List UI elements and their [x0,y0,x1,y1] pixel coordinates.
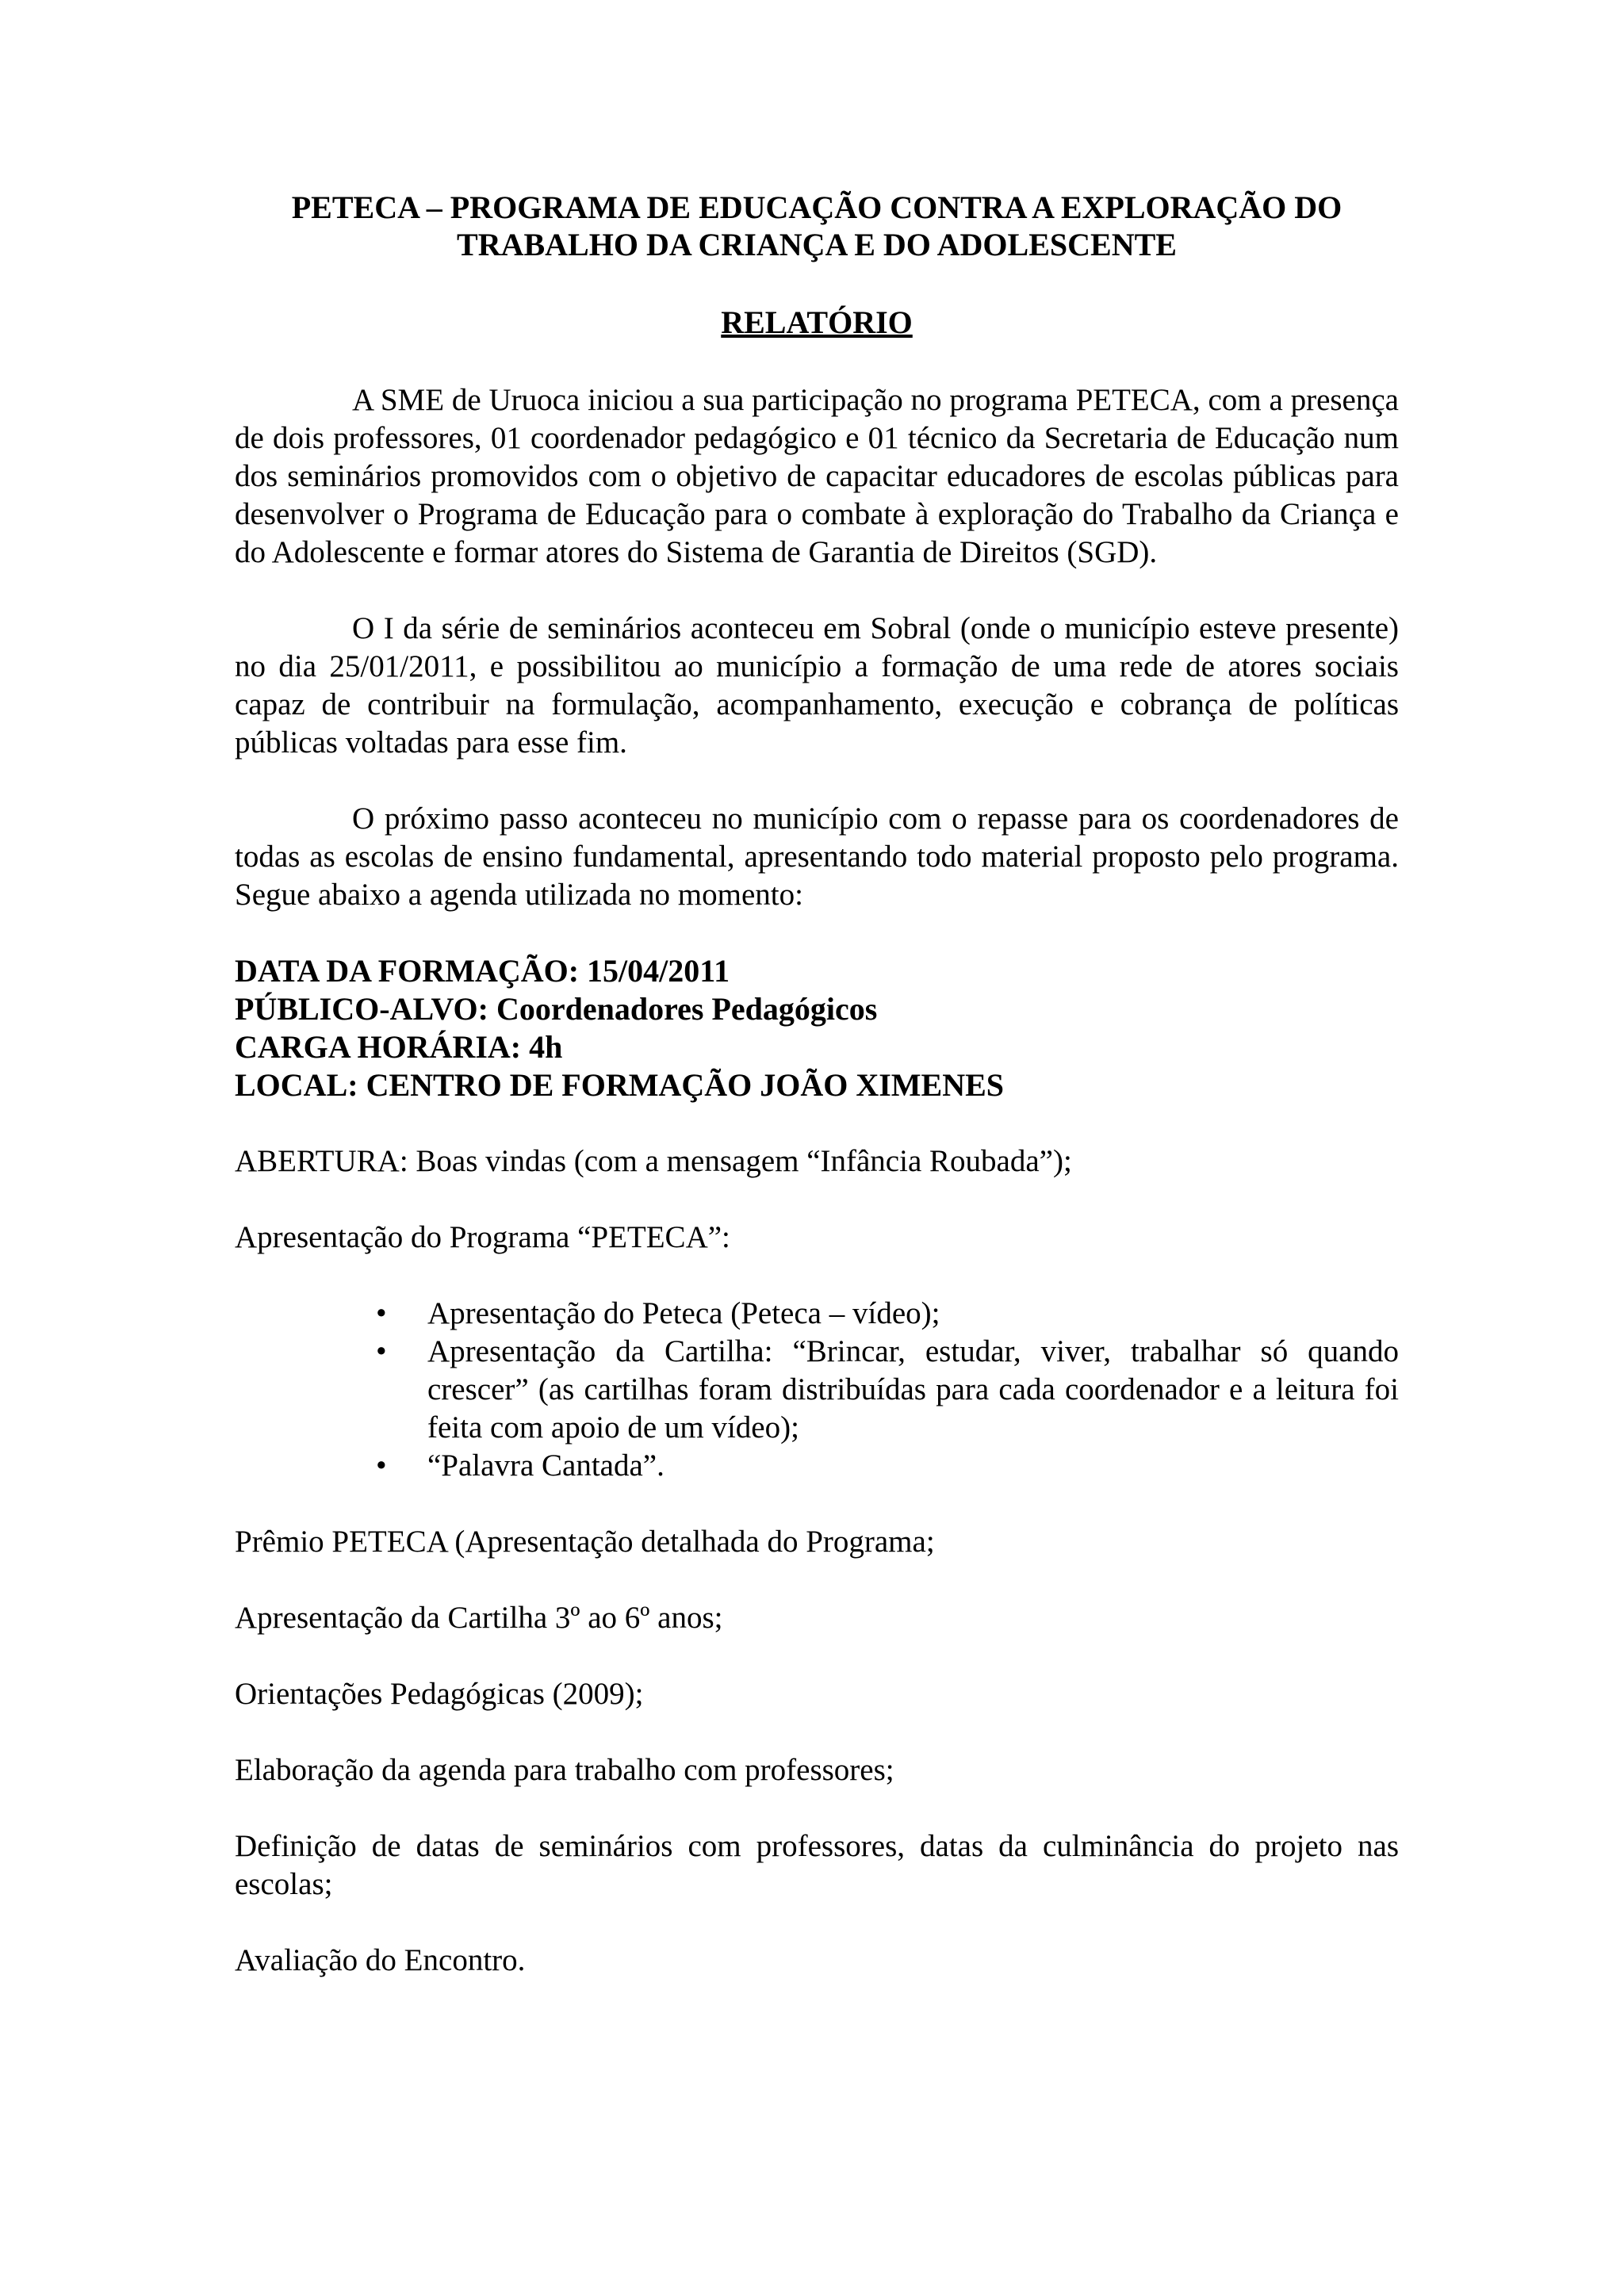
bullet-text: Apresentação do Peteca (Peteca – vídeo); [427,1296,940,1330]
agenda-item-evaluation: Avaliação do Encontro. [235,1943,526,1977]
bullet-icon: • [376,1296,387,1330]
paragraph-next-step: O próximo passo aconteceu no município com o repasse para os coordenadores de todas as escolas de ensino fundamental, apresentando todo material proposto pelo programa. Segue abaixo a agenda utilizada no momento: [235,802,1399,912]
bullet-icon: • [376,1334,387,1368]
document-page [235,189,1399,1980]
agenda-item-guidelines: Orientações Pedagógicas (2009); [235,1677,644,1711]
agenda-opening: ABERTURA: Boas vindas (com a mensagem “Infância Roubada”); [235,1144,1072,1178]
title-line-2: TRABALHO DA CRIANÇA E DO ADOLESCENTE [457,227,1177,262]
agenda-item-teacher-agenda: Elaboração da agenda para trabalho com professores; [235,1753,894,1787]
training-info [235,952,1399,1104]
training-location: LOCAL: CENTRO DE FORMAÇÃO JOÃO XIMENES [235,1067,1005,1103]
document-title [235,189,1399,263]
training-audience: PÚBLICO-ALVO: Coordenadores Pedagógicos [235,991,878,1027]
bullet-icon: • [376,1448,387,1483]
list-item [235,1333,1399,1447]
bullet-text: “Palavra Cantada”. [427,1448,665,1483]
title-line-1: PETECA – PROGRAMA DE EDUCAÇÃO CONTRA A EXPLORAÇÃO DO [291,189,1342,225]
list-item [235,1447,1399,1485]
list-item [235,1295,1399,1333]
training-workload: CARGA HORÁRIA: 4h [235,1029,563,1065]
agenda-item-award: Prêmio PETECA (Apresentação detalhada do Programa; [235,1525,935,1559]
paragraph-introduction: A SME de Uruoca iniciou a sua participação no programa PETECA, com a presença de dois professores, 01 coordenador pedagógico e 01 técnico da Secretaria de Educação num dos seminários promovidos com o objetivo de capacitar educadores de escolas públicas para desenvolver o Programa de Educação para o combate à exploração do Trabalho da Criança e do Adolescente e formar atores do Sistema de Garantia de Direitos (SGD). [235,383,1399,569]
agenda-item-booklet: Apresentação da Cartilha 3º ao 6º anos; [235,1601,723,1635]
document-subtitle: RELATÓRIO [721,304,913,340]
agenda-program-intro: Apresentação do Programa “PETECA”: [235,1220,730,1254]
training-date: DATA DA FORMAÇÃO: 15/04/2011 [235,953,730,989]
agenda-item-seminar-dates: Definição de datas de seminários com professores, datas da culminância do projeto nas escolas; [235,1829,1399,1901]
bullet-text: Apresentação da Cartilha: “Brincar, estudar, viver, trabalhar só quando crescer” (as cartilhas foram distribuídas para cada coordenador e a leitura foi feita com apoio de um vídeo); [427,1334,1399,1445]
paragraph-first-seminar: O I da série de seminários aconteceu em Sobral (onde o município esteve presente) no dia 25/01/2011, e possibilitou ao município a formação de uma rede de atores sociais capaz de contribuir na formulação, acompanhamento, execução e cobrança de políticas públicas voltadas para esse fim. [235,611,1399,760]
program-bullet-list [235,1295,1399,1485]
